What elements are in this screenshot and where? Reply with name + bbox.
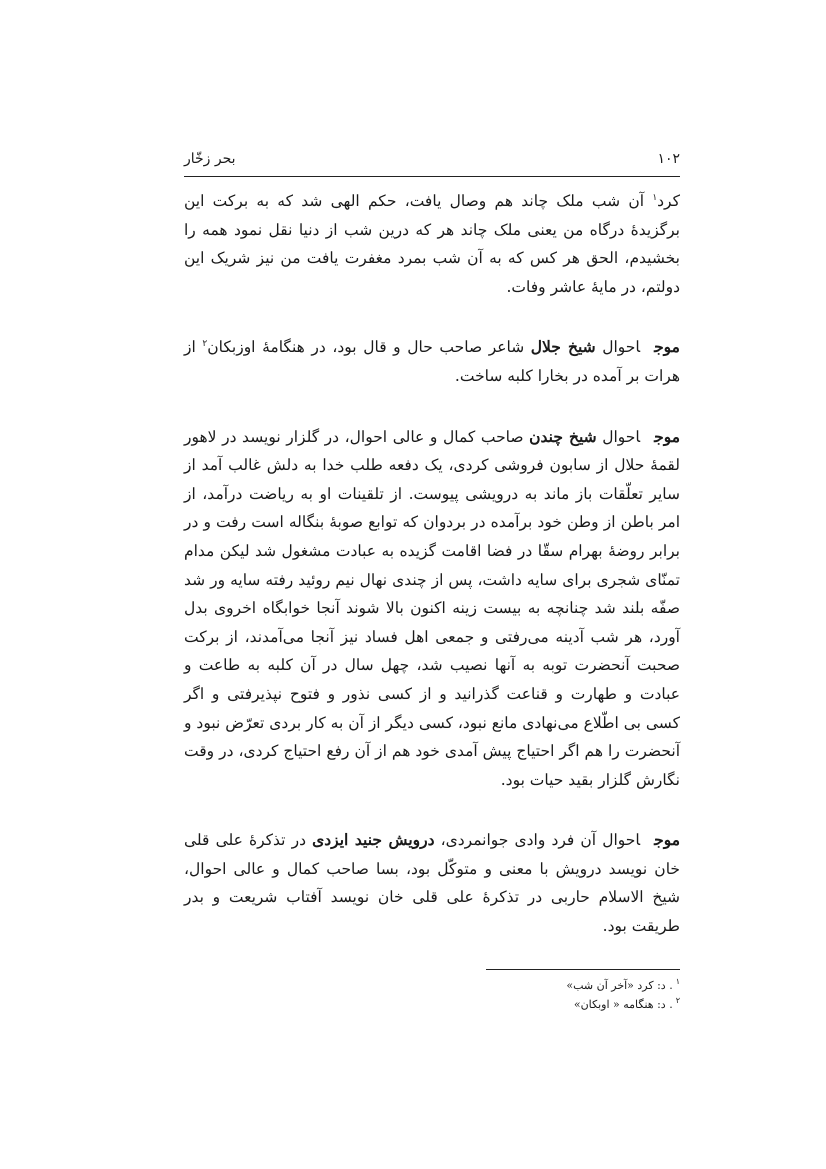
footnote-text: . د: هنگامه « اوبکان» xyxy=(573,997,673,1011)
paragraph-4 xyxy=(184,826,680,940)
paragraph-2 xyxy=(184,333,680,390)
section-keyword: موج xyxy=(654,337,680,357)
paragraph-text: آن شب ملک چاند هم وصال یافت، حکم الهی شد که به برکت این برگزیدۀ درگاه من یعنی ملک چاند هر که درین شب از دنیا نقل نمود همه را بخشیدم، الحق هر کس که به آن شب بمرد مغفرت یافت من نیز شریک این دولتم، در مایۀ عاشر وفات. xyxy=(184,192,680,296)
paragraph-text: احوال xyxy=(595,338,641,357)
page-header xyxy=(184,140,680,177)
footnote-text: . د: کرد «آخر آن شب» xyxy=(566,978,673,992)
page-body xyxy=(184,187,680,1014)
footnote-ref-2[interactable]: ۲ xyxy=(202,339,208,350)
footnote-number: ۲ xyxy=(675,996,680,1005)
paragraph-text: کرد xyxy=(657,192,680,210)
paragraph-text: صاحب کمال و عالی احوال، در گلزار نویسد در لاهور لقمۀ حلال از سابون فروشی کردی، یک دفعه طلب خدا به دلش غالب آمد از سایر تعلّقات باز ماند به درویشی پیوست. از تلقینات او به ریاضت درآمد، از امر باطن از وطن خود برآمده در بردوان که توابع صوبۀ بنگاله است رفت و در برابر روضۀ بهرام سقّا در فضا اقامت گزیده به عبادت مشغول شد لیکن مدام تمنّای شجری برای سایه داشت، پس از چندی نهال نیم روئید رفته سایه ور شد صفّه بلند شد چنانچه به بیست زینه اکنون بالا شوند آنجا خوابگاه اخروی بدل آورد، هر شب آدینه می‌رفتی و جمعی اهل فساد نیز آنجا می‌آمدند، از برکت صحبت آنحضرت توبه به آنها نصیب شد، چهل سال در آن کلبه به طاعت و عبادت و طهارت و قناعت گذرانید و از کسی نذور و فتوح نپذیرفتی و اگر کسی بی اطّلاع می‌نهادی مانع نبود، کسی دیگر از آن به کار بردی تعرّض نبود و آنحضرت را هم اگر احتیاج پیش آمدی خود هم از آن رفع احتیاج کردی، در وقت نگارش گلزار بقید حیات بود. xyxy=(184,427,680,789)
paragraph-text: احوال آن فرد وادی جوانمردی، xyxy=(434,831,641,850)
section-keyword: موج xyxy=(654,426,681,446)
section-keyword: موج xyxy=(654,830,681,850)
paragraph-text: احوال xyxy=(596,427,641,446)
paragraph-3 xyxy=(184,423,680,795)
person-name: شیخ جلال xyxy=(530,337,596,357)
running-title: بحر زخّار xyxy=(184,151,236,167)
footnote-number: ۱ xyxy=(675,977,680,986)
footnote-2 xyxy=(184,995,680,1014)
footnote-1 xyxy=(184,976,680,995)
page-number: ۱۰۲ xyxy=(657,151,680,167)
page xyxy=(184,140,680,1014)
person-name: شیخ چندن xyxy=(529,426,597,446)
person-name: درویش جنید ایزدی xyxy=(312,830,435,850)
footnote-ref-1[interactable]: ۱ xyxy=(652,192,658,203)
paragraph-text: از هرات بر آمده در بخارا کلبه ساخت. xyxy=(184,338,680,385)
footnote-divider xyxy=(486,969,680,970)
paragraph-text: در تذکرۀ علی قلی خان نویسد درویش با معنی و متوکّل بود، بسا صاحب کمال و عالی احوال، شیخ الاسلام حاربی در تذکرۀ علی قلی خان نویسد آفتاب شریعت و بدر طریقت بود. xyxy=(184,831,680,936)
paragraph-1 xyxy=(184,187,680,301)
paragraph-text: شاعر صاحب حال و قال بود، در هنگامۀ اوزبکان xyxy=(207,338,531,357)
